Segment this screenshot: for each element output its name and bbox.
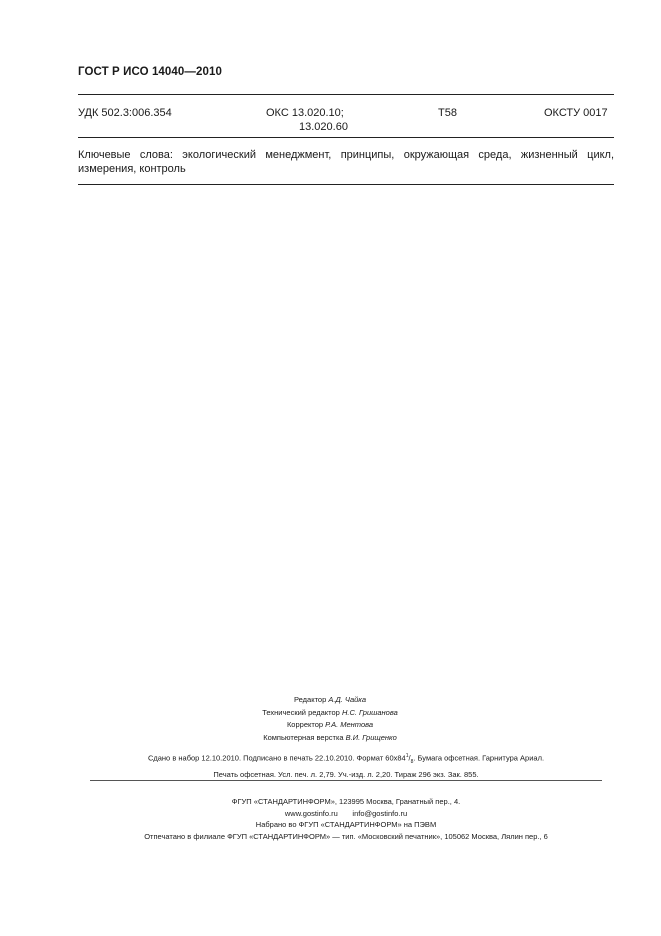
udk-code: УДК 502.3:006.354 bbox=[78, 107, 172, 119]
printed-line: Отпечатано в филиале ФГУП «СТАНДАРТИНФОРМ» — тип. «Московский печатник», 105062 Москва, Лялин пер., 6 bbox=[144, 831, 548, 841]
tech-editor-line: Технический редактор Н.С. Гришанова bbox=[262, 707, 398, 717]
divider-top bbox=[78, 94, 614, 95]
typeset-line: Набрано во ФГУП «СТАНДАРТИНФОРМ» на ПЭВМ bbox=[255, 820, 437, 829]
website-link[interactable]: www.gostinfo.ru bbox=[284, 808, 338, 818]
imprint-line-2: Печать офсетная. Усл. печ. л. 2,79. Уч.-изд. л. 2,20. Тираж 296 экз. Зак. 855. bbox=[213, 769, 479, 779]
oks-code-2: 13.020.60 bbox=[299, 121, 348, 133]
credits-block bbox=[150, 694, 510, 744]
imprint-block bbox=[94, 750, 598, 781]
okstu-code: ОКСТУ 0017 bbox=[544, 107, 608, 119]
editor-line: Редактор А.Д. Чайка bbox=[293, 695, 367, 704]
divider-middle bbox=[78, 137, 614, 138]
divider-imprint bbox=[90, 780, 602, 781]
imprint-line-1: Сдано в набор 12.10.2010. Подписано в печать 22.10.2010. Формат $60х84^1/_8$. Бумага офсетная. Гарнитура Ариал. bbox=[147, 753, 545, 765]
email-link[interactable]: info@gostinfo.ru bbox=[352, 808, 408, 818]
oks-code-1: ОКС 13.020.10; bbox=[266, 107, 344, 119]
publisher-block bbox=[94, 796, 598, 842]
layout-line: Компьютерная верстка В.И. Грищенко bbox=[263, 732, 397, 742]
publisher-contacts bbox=[94, 808, 598, 820]
corrector-line: Корректор Р.А. Ментова bbox=[286, 720, 374, 729]
keywords: Ключевые слова: экологический менеджмент, принципы, окружающая среда, жизненный цикл, измерения, контроль bbox=[78, 149, 614, 175]
t-code: Т58 bbox=[438, 107, 457, 119]
document-title: ГОСТ Р ИСО 14040—2010 bbox=[78, 66, 223, 78]
divider-keywords bbox=[78, 184, 614, 185]
publisher-address: ФГУП «СТАНДАРТИНФОРМ», 123995 Москва, Гранатный пер., 4. bbox=[231, 797, 461, 806]
